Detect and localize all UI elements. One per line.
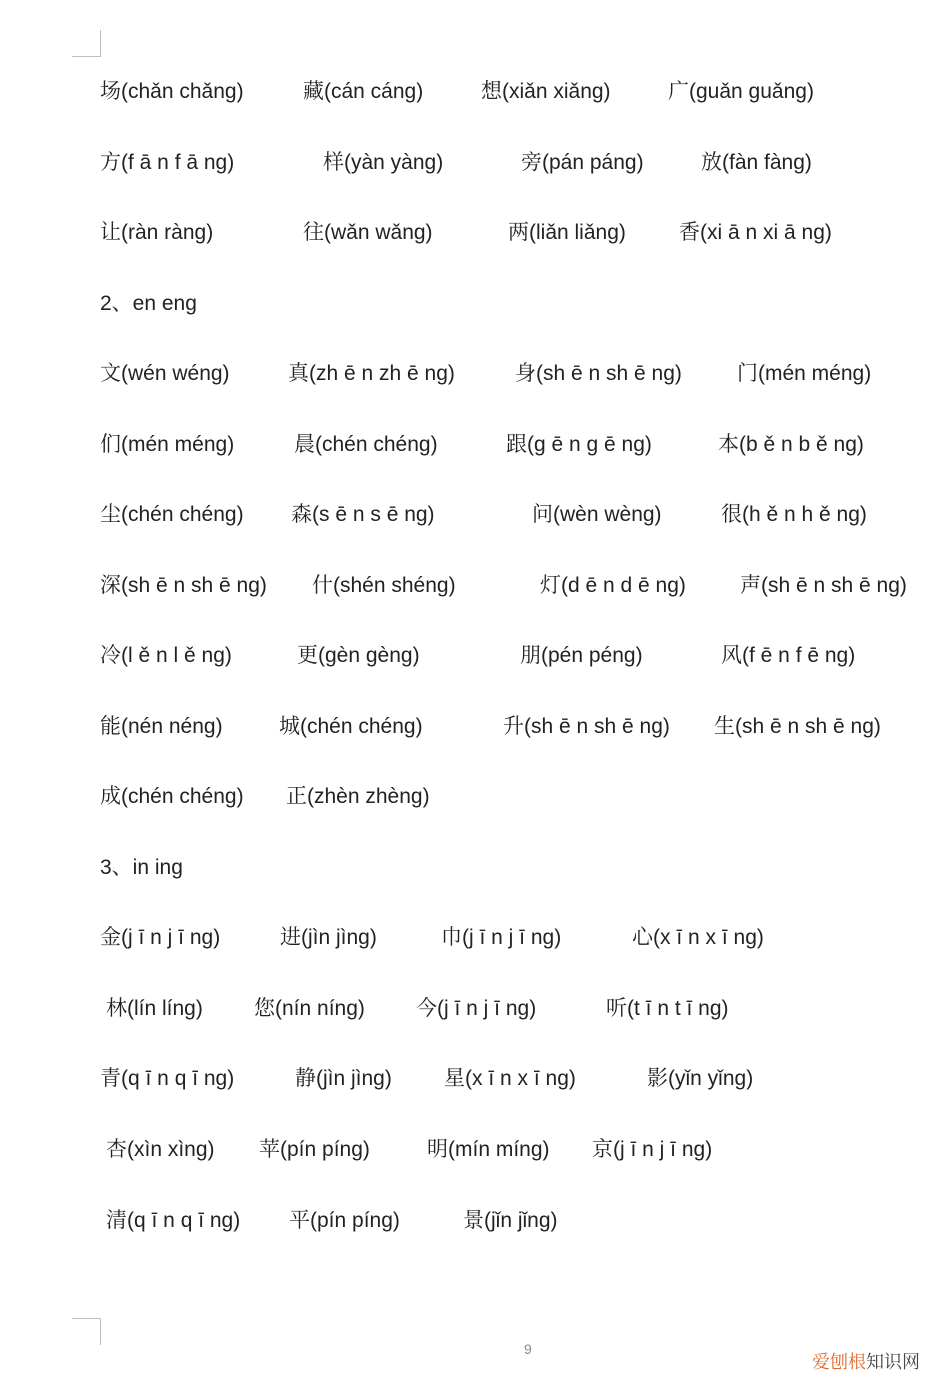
pinyin-item: 灯(d ē n d ē ng): [540, 574, 686, 597]
pinyin-item: 静(jìn jìng): [295, 1067, 392, 1090]
pinyin-item: 星(x ī n x ī ng): [444, 1067, 576, 1090]
pinyin-item: 什(shén shéng): [312, 574, 456, 597]
page-corner-mark-top: [72, 30, 101, 57]
pinyin-item: 场(chǎn chǎng): [100, 80, 244, 103]
pinyin-item: 真(zh ē n zh ē ng): [288, 362, 455, 385]
pinyin-item: 森(s ē n s ē ng): [291, 503, 435, 526]
pinyin-item: 苹(pín píng): [259, 1138, 370, 1161]
pinyin-item: 跟(g ē n g ē ng): [506, 433, 652, 456]
pinyin-item: 林(lín líng): [106, 997, 203, 1020]
pinyin-item: 想(xiǎn xiǎng): [481, 80, 611, 103]
pinyin-item: 生(sh ē n sh ē ng): [714, 715, 881, 738]
pinyin-item: 文(wén wéng): [100, 362, 230, 385]
section-heading: 3、in ing: [100, 856, 183, 879]
pinyin-item: 很(h ě n h ě ng): [721, 503, 867, 526]
pinyin-item: 景(jǐn jǐng): [463, 1209, 558, 1232]
pinyin-item: 本(b ě n b ě ng): [718, 433, 864, 456]
pinyin-item: 让(ràn ràng): [100, 221, 214, 244]
pinyin-item: 门(mén méng): [737, 362, 872, 385]
pinyin-item: 升(sh ē n sh ē ng): [503, 715, 670, 738]
pinyin-item: 金(j ī n j ī ng): [100, 926, 221, 949]
watermark-suffix: 知识网: [866, 1352, 920, 1372]
pinyin-item: 方(f ā n f ā ng): [100, 151, 235, 174]
pinyin-item: 清(q ī n q ī ng): [106, 1209, 241, 1232]
pinyin-item: 杏(xìn xìng): [106, 1138, 215, 1161]
pinyin-item: 声(sh ē n sh ē ng): [740, 574, 907, 597]
pinyin-item: 晨(chén chéng): [294, 433, 438, 456]
pinyin-item: 两(liǎn liǎng): [508, 221, 626, 244]
pinyin-item: 青(q ī n q ī ng): [100, 1067, 235, 1090]
pinyin-item: 听(t ī n t ī ng): [606, 997, 729, 1020]
watermark: [812, 1348, 920, 1374]
pinyin-item: 风(f ē n f ē ng): [721, 644, 856, 667]
pinyin-item: 明(mín míng): [427, 1138, 550, 1161]
watermark-brand: 爱刨根: [812, 1352, 866, 1372]
pinyin-item: 身(sh ē n sh ē ng): [515, 362, 682, 385]
section-heading: 2、en eng: [100, 292, 197, 315]
pinyin-item: 成(chén chéng): [100, 785, 244, 808]
pinyin-item: 巾(j ī n j ī ng): [441, 926, 562, 949]
page-corner-mark-bottom: [72, 1318, 101, 1345]
pinyin-item: 藏(cán cáng): [303, 80, 424, 103]
pinyin-item: 样(yàn yàng): [323, 151, 444, 174]
pinyin-item: 能(nén néng): [100, 715, 223, 738]
pinyin-item: 香(xi ā n xi ā ng): [679, 221, 832, 244]
pinyin-item: 广(guǎn guǎng): [668, 80, 814, 103]
pinyin-item: 尘(chén chéng): [100, 503, 244, 526]
pinyin-item: 京(j ī n j ī ng): [592, 1138, 713, 1161]
page-number: 9: [524, 1341, 532, 1357]
pinyin-item: 正(zhèn zhèng): [286, 785, 430, 808]
pinyin-item: 城(chén chéng): [279, 715, 423, 738]
pinyin-item: 们(mén méng): [100, 433, 235, 456]
pinyin-item: 深(sh ē n sh ē ng): [100, 574, 267, 597]
pinyin-item: 您(nín níng): [254, 997, 365, 1020]
pinyin-item: 旁(pán páng): [521, 151, 644, 174]
pinyin-item: 心(x ī n x ī ng): [632, 926, 764, 949]
pinyin-item: 冷(l ě n l ě ng): [100, 644, 232, 667]
pinyin-item: 平(pín píng): [289, 1209, 400, 1232]
pinyin-item: 进(jìn jìng): [280, 926, 377, 949]
pinyin-item: 今(j ī n j ī ng): [416, 997, 537, 1020]
pinyin-item: 朋(pén péng): [520, 644, 643, 667]
pinyin-item: 更(gèn gèng): [297, 644, 420, 667]
pinyin-item: 影(yǐn yǐng): [647, 1067, 754, 1090]
pinyin-item: 问(wèn wèng): [532, 503, 662, 526]
pinyin-item: 往(wǎn wǎng): [303, 221, 433, 244]
pinyin-item: 放(fàn fàng): [701, 151, 812, 174]
